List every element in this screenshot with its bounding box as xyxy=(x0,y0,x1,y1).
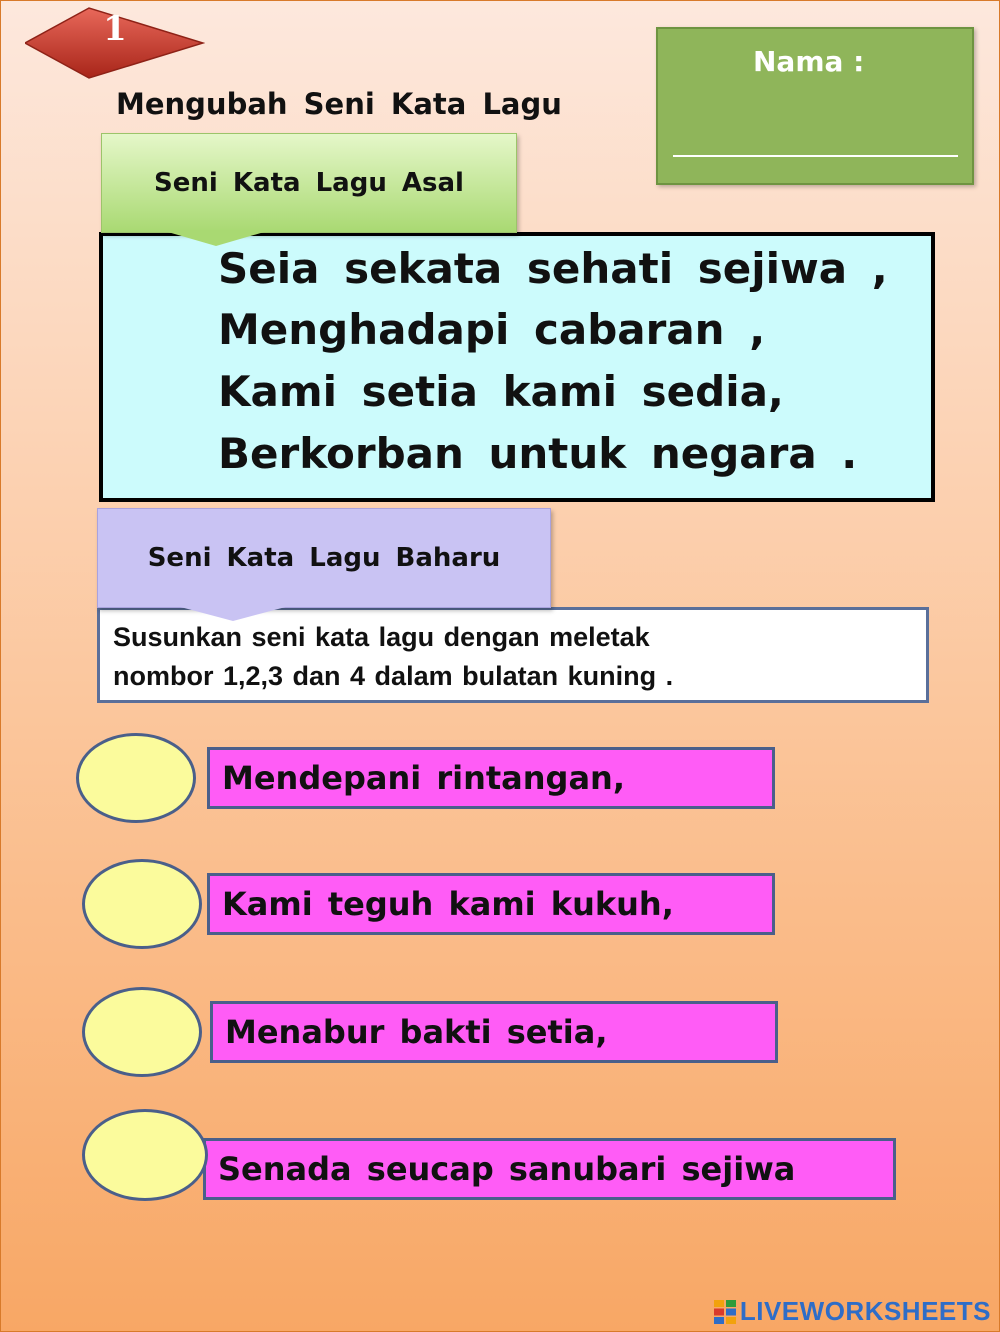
original-lyrics-box xyxy=(99,232,935,502)
instruction-line: Susunkan seni kata lagu dengan meletak xyxy=(113,622,650,652)
name-label: Nama : xyxy=(753,45,865,78)
answer-oval-1[interactable] xyxy=(76,733,196,823)
lyric-line: Menghadapi cabaran , xyxy=(218,305,766,354)
name-input-line[interactable] xyxy=(673,155,958,157)
lyric-option: Mendepani rintangan, xyxy=(207,747,775,809)
answer-oval-4[interactable] xyxy=(82,1109,208,1201)
answer-oval-2[interactable] xyxy=(82,859,202,949)
lyric-option: Kami teguh kami kukuh, xyxy=(207,873,775,935)
page-title: Mengubah Seni Kata Lagu xyxy=(116,87,562,121)
callout-pointer xyxy=(161,230,271,246)
liveworksheets-logo-icon xyxy=(714,1300,736,1324)
instruction-box xyxy=(97,607,929,703)
name-box xyxy=(656,27,974,185)
callout-pointer xyxy=(173,605,293,621)
lyric-line: Kami setia kami sedia, xyxy=(218,367,784,416)
new-lyrics-label: Seni Kata Lagu Baharu xyxy=(97,508,551,608)
answer-oval-3[interactable] xyxy=(82,987,202,1077)
exercise-number: 1 xyxy=(103,9,127,49)
lyric-line: Seia sekata sehati sejiwa , xyxy=(218,244,888,293)
instruction-line: nombor 1,2,3 dan 4 dalam bulatan kuning . xyxy=(113,661,674,691)
lyric-line: Berkorban untuk negara . xyxy=(218,429,858,478)
lyric-option: Menabur bakti setia, xyxy=(210,1001,778,1063)
brand-name: LIVEWORKSHEETS xyxy=(739,1296,991,1326)
brand-logo xyxy=(714,1296,991,1327)
original-lyrics-label: Seni Kata Lagu Asal xyxy=(101,133,517,233)
lyric-option: Senada seucap sanubari sejiwa xyxy=(203,1138,896,1200)
